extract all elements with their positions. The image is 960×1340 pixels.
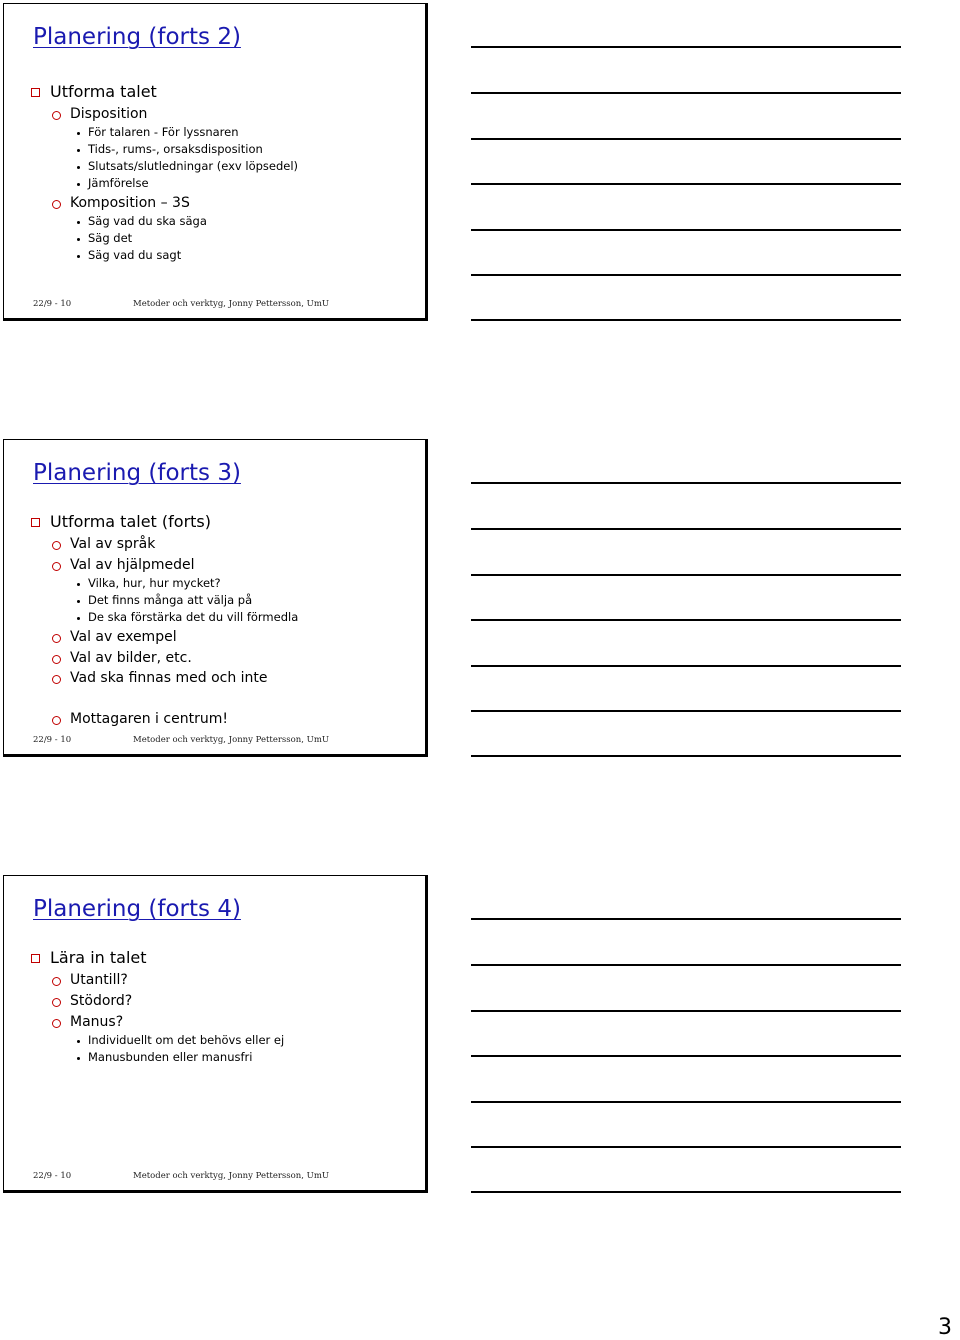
- footer-date: 22/9 - 10: [33, 1171, 72, 1181]
- dot-bullet-icon: [77, 132, 80, 135]
- note-line: [471, 229, 901, 231]
- dot-bullet-icon: [77, 238, 80, 241]
- footer-date: 22/9 - 10: [33, 299, 72, 309]
- slide-title: Planering (forts 2): [33, 24, 241, 50]
- circle-bullet-icon: [52, 716, 61, 725]
- slide-2: Planering (forts 3) Utforma talet (forts) Val av språk Val av hjälpmedel Vilka, hur, hur mycket? Det finns många att välja på De ska förstärka det du vill förmedla Val av exempel Val av bilder, etc. Vad ska finnas med och inte Mottagaren i centrum! 22/9 - 10 Metoder och verktyg, Jonny Pettersson, UmU: [3, 439, 428, 757]
- note-line: [471, 964, 901, 966]
- footer-credit: Metoder och verktyg, Jonny Pettersson, UmU: [133, 1171, 330, 1181]
- dot-bullet-icon: [77, 600, 80, 603]
- dot-bullet-icon: [77, 183, 80, 186]
- dot-bullet-icon: [77, 221, 80, 224]
- footer-date: 22/9 - 10: [33, 735, 72, 745]
- circle-bullet-icon: [52, 541, 61, 550]
- note-line: [471, 574, 901, 576]
- dot-bullet-icon: [77, 255, 80, 258]
- dot-bullet-icon: [77, 149, 80, 152]
- note-line: [471, 183, 901, 185]
- note-line: [471, 1055, 901, 1057]
- square-bullet-icon: [31, 954, 40, 963]
- note-line: [471, 1101, 901, 1103]
- circle-bullet-icon: [52, 562, 61, 571]
- circle-bullet-icon: [52, 111, 61, 120]
- note-line: [471, 319, 901, 321]
- slide-title: Planering (forts 3): [33, 460, 241, 486]
- note-line: [471, 1010, 901, 1012]
- slide-1: Planering (forts 2) Utforma talet Disposition För talaren - För lyssnaren Tids-, rums-, orsaksdisposition Slutsats/slutledningar (exv löpsedel) Jämförelse Komposition – 3S Säg vad du ska säga Säg det Säg vad du sagt 22/9 - 10 Metoder och verktyg, Jonny Pettersson, UmU: [3, 3, 428, 321]
- note-line: [471, 138, 901, 140]
- dot-bullet-icon: [77, 1057, 80, 1060]
- circle-bullet-icon: [52, 998, 61, 1007]
- circle-bullet-icon: [52, 1019, 61, 1028]
- note-line: [471, 665, 901, 667]
- dot-bullet-icon: [77, 617, 80, 620]
- note-line: [471, 92, 901, 94]
- circle-bullet-icon: [52, 655, 61, 664]
- footer-credit: Metoder och verktyg, Jonny Pettersson, UmU: [133, 299, 330, 309]
- note-line: [471, 46, 901, 48]
- slide-3: Planering (forts 4) Lära in talet Utantill? Stödord? Manus? Individuellt om det behövs eller ej Manusbunden eller manusfri 22/9 - 10 Metoder och verktyg, Jonny Pettersson, UmU: [3, 875, 428, 1193]
- dot-bullet-icon: [77, 1040, 80, 1043]
- square-bullet-icon: [31, 518, 40, 527]
- slide-title: Planering (forts 4): [33, 896, 241, 922]
- dot-bullet-icon: [77, 166, 80, 169]
- note-line: [471, 619, 901, 621]
- circle-bullet-icon: [52, 977, 61, 986]
- note-line: [471, 482, 901, 484]
- footer-credit: Metoder och verktyg, Jonny Pettersson, UmU: [133, 735, 330, 745]
- note-line: [471, 1146, 901, 1148]
- note-line: [471, 710, 901, 712]
- page-number: 3: [938, 1315, 952, 1340]
- note-line: [471, 918, 901, 920]
- note-line: [471, 528, 901, 530]
- circle-bullet-icon: [52, 675, 61, 684]
- square-bullet-icon: [31, 88, 40, 97]
- note-line: [471, 1191, 901, 1193]
- dot-bullet-icon: [77, 583, 80, 586]
- note-line: [471, 755, 901, 757]
- circle-bullet-icon: [52, 634, 61, 643]
- note-line: [471, 274, 901, 276]
- circle-bullet-icon: [52, 200, 61, 209]
